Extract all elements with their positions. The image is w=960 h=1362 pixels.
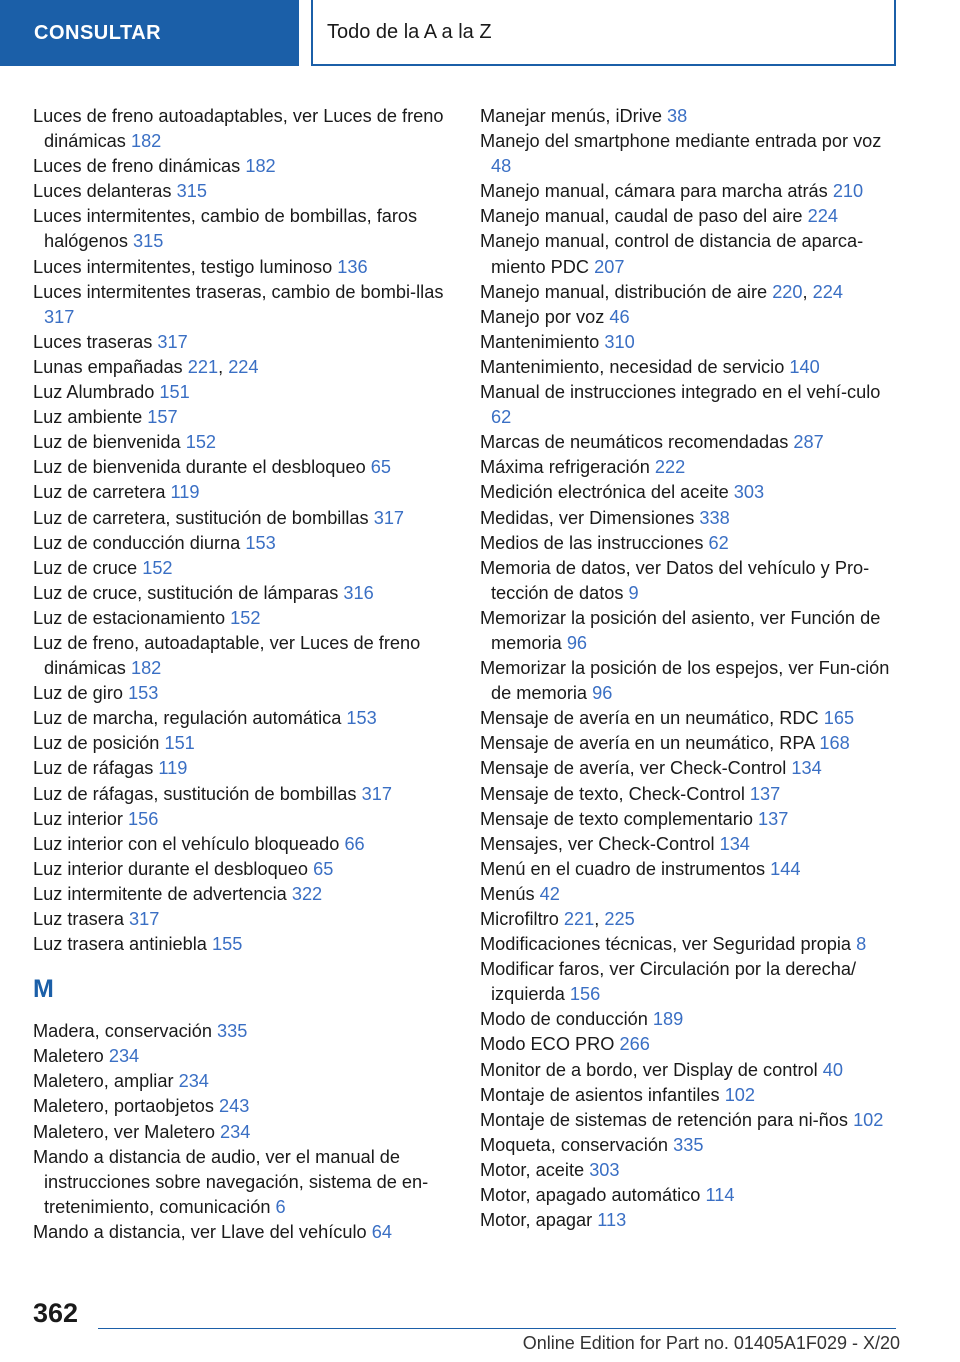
index-entry-term: Máxima refrigeración [480,457,650,478]
index-entry [480,204,900,229]
index-entry-term: Manejo del smartphone mediante entrada por voz [480,131,882,152]
index-entry [480,782,900,807]
index-entry-term: Luz de bienvenida durante el desbloqueo [33,457,366,478]
page-number: 362 [33,1298,79,1328]
index-entry [480,1208,900,1233]
page-reference-link[interactable]: 153 [346,708,377,729]
index-entry-term: Mensaje de avería, ver Check-Control [480,758,787,779]
index-entry [33,681,453,706]
page-reference-link[interactable]: 96 [566,632,588,653]
page-reference-link[interactable]: 220 [772,281,803,302]
page-reference-link[interactable]: 322 [291,883,323,904]
section-tab[interactable] [0,0,299,66]
page-reference-link[interactable]: 335 [673,1134,704,1155]
index-entry-term: Luces intermitentes, testigo luminoso [33,256,333,277]
index-entry-term: Menú en el cuadro de instrumentos [480,858,766,879]
index-entry-term: Luz ambiente [33,407,143,428]
page-reference-link[interactable]: 62 [708,532,729,553]
page-reference-link[interactable]: 156 [128,808,159,829]
index-entry-term: Mensaje de texto, Check-Control [480,783,745,804]
chapter-title [311,0,896,66]
index-entry [33,330,453,355]
index-entry [33,907,453,932]
index-entry-term: Luz de conducción diurna [33,532,241,553]
index-entry-term: Modo de conducción [480,1009,648,1030]
index-entry-term: Luz de ráfagas, sustitución de bombillas [33,783,357,804]
index-entry-term: Montaje de sistemas de retención para ni-ños [480,1109,848,1130]
index-entry-term: Manejo manual, cámara para marcha atrás [480,181,828,202]
page-reference-link[interactable]: 65 [370,457,391,478]
index-entry-term: Medios de las instrucciones [480,532,704,553]
index-entry [480,480,900,505]
page-reference-link[interactable]: 134 [719,833,750,854]
index-entry [480,706,900,731]
page-reference-link[interactable]: 152 [185,432,217,453]
index-entry-term: Luz de carretera, sustitución de bombillas [33,507,369,528]
page-reference-link[interactable]: 42 [539,883,560,904]
page-reference-link[interactable]: 64 [371,1221,392,1242]
index-entry [480,857,900,882]
index-entry-term: Luces de freno dinámicas [33,156,241,177]
index-entry-term: Luz de freno, autoadaptable, ver Luces de freno dinámicas [33,632,421,679]
index-entry-term: Luz de cruce [33,557,138,578]
index-entry-term: Luz de carretera [33,482,166,503]
index-entry [480,807,900,832]
index-entry [33,455,453,480]
index-entry-term: Medición electrónica del aceite [480,482,729,503]
index-entry [33,204,453,254]
index-entry-term: Luz Alumbrado [33,382,155,403]
index-entry-term: Microfiltro [480,909,559,929]
index-entry-term: Mando a distancia de audio, ver el manual de instrucciones sobre navegación, sistema de en-tretenimiento, comunicación [33,1146,429,1217]
page-reference-link[interactable]: 224 [812,281,844,302]
chapter-title-text: Todo de la A a la Z [327,20,492,43]
page-reference-link[interactable]: 182 [245,156,276,177]
index-entry-term: Mensaje de avería en un neumático, RDC [480,708,819,729]
page-reference-link[interactable]: 221 [187,356,219,377]
index-entry [480,179,900,204]
index-entry-term: Luz interior [33,808,123,829]
index-entry-term: Marcas de neumáticos recomendadas [480,432,789,453]
page-reference-link[interactable]: 224 [807,206,838,227]
index-entry-term: Lunas empañadas [33,356,183,377]
index-entry [33,606,453,631]
index-entry-term: Luces traseras [33,331,153,352]
page-reference-link[interactable]: 338 [699,507,730,528]
index-entry [33,280,453,330]
page-reference-link[interactable]: 114 [705,1185,735,1206]
page-reference-link[interactable]: 234 [178,1071,209,1092]
index-entry [480,531,900,556]
index-entry [33,731,453,756]
page-reference-link[interactable]: 222 [654,457,686,478]
page-reference-link[interactable]: 234 [108,1046,140,1067]
index-entry [480,731,900,756]
section-letter: M [33,975,54,1004]
index-entry [33,506,453,531]
index-entry-term: Motor, apagado automático [480,1185,701,1206]
page-reference-link[interactable]: 137 [758,808,789,829]
index-entry [33,581,453,606]
index-entry [33,154,453,179]
index-entry [33,1044,453,1069]
page-reference-link[interactable]: 315 [133,231,164,252]
page-reference-link[interactable]: 155 [211,934,243,955]
page-reference-link[interactable]: 6 [275,1196,286,1217]
index-entry-term: Monitor de a bordo, ver Display de control [480,1059,818,1080]
index-entry: Manejo manual, distribución de aire 220, 224 [480,281,844,302]
index-entry [33,857,453,882]
index-entry [480,1007,900,1032]
index-list-m [33,1019,453,1245]
index-entry-term: Mando a distancia, ver Llave del vehículo [33,1221,367,1242]
index-entry [33,1120,453,1145]
index-entry-term: Luces intermitentes traseras, cambio de bombi-llas [33,281,444,302]
index-entry [33,531,453,556]
page-reference-link[interactable]: 38 [667,106,688,126]
index-entry [480,556,900,606]
page-reference-link[interactable]: 303 [733,482,765,503]
index-entry-term: Modificaciones técnicas, ver Seguridad propia [480,934,852,955]
index-entry-term: Luz intermitente de advertencia [33,883,287,904]
index-entry [480,957,900,1007]
page-reference-link[interactable]: 151 [159,382,190,403]
index-entry-term: Luz de marcha, regulación automática [33,708,342,729]
index-list-l [33,104,453,957]
page-reference-link[interactable]: 144 [770,858,801,879]
index-entry [480,305,900,330]
index-entry-term: Luz de giro [33,683,123,704]
page-reference-link[interactable]: 153 [245,532,276,553]
page-reference-link[interactable]: 62 [491,407,512,428]
index-entry [480,355,900,380]
page-reference-link[interactable]: 317 [373,507,405,528]
page-reference-link[interactable]: 224 [228,356,259,377]
page-reference-link[interactable]: 65 [313,858,334,879]
index-entry [33,1019,453,1044]
index-entry [480,832,900,857]
index-entry-term: Memoria de datos, ver Datos del vehículo y Pro-tección de datos [480,557,870,603]
page-reference-link[interactable]: 40 [822,1059,843,1080]
index-entry-term: Luz trasera antiniebla [33,934,207,955]
index-entry [33,1145,453,1220]
page-reference-link[interactable]: 48 [491,156,512,177]
page-reference-link[interactable]: 317 [157,331,188,352]
index-entry-term: Manejo manual, caudal de paso del aire [480,206,803,227]
index-entry-term: Maletero, ampliar [33,1071,174,1092]
page-reference-link[interactable]: 66 [344,833,365,854]
index-entry-term: Luz interior con el vehículo bloqueado [33,833,340,854]
page-reference-link[interactable]: 266 [619,1034,650,1055]
index-entry [33,380,453,405]
index-entry-term: Manejo manual, distribución de aire [480,281,768,302]
index-entry [480,506,900,531]
index-entry [480,882,900,907]
index-entry-term: Moqueta, conservación [480,1134,669,1155]
index-entry-term: Mantenimiento [480,331,600,352]
page-reference-link[interactable]: 96 [592,683,613,704]
index-entry [480,380,900,430]
page-reference-link[interactable]: 119 [170,482,200,503]
index-entry-term: Memorizar la posición del asiento, ver Función de memoria [480,607,881,653]
index-entry [480,1083,900,1108]
index-entry-term: Maletero, portaobjetos [33,1096,214,1117]
index-column-left [33,104,453,1245]
index-entry: Microfiltro 221, 225 [480,909,635,929]
index-entry-term: Luces delanteras [33,181,172,202]
index-entry [480,455,900,480]
page-reference-link[interactable]: 113 [597,1210,627,1231]
index-entry [33,782,453,807]
index-entry-term: Mensajes, ver Check-Control [480,833,715,854]
index-entry-term: Montaje de asientos infantiles [480,1084,720,1105]
index-entry [480,330,900,355]
page-reference-link[interactable]: 316 [343,582,374,603]
page-reference-link[interactable]: 151 [164,733,195,754]
index-entry [480,656,900,706]
page-reference-link[interactable]: 317 [44,306,75,327]
index-entry-term: Manejo por voz [480,306,605,327]
page-reference-link[interactable]: 189 [652,1009,684,1030]
index-entry [33,104,453,154]
page-reference-link[interactable]: 140 [789,356,820,377]
index-entry [480,1133,900,1158]
index-entry-term: Luz trasera [33,909,124,929]
page-reference-link[interactable]: 153 [128,683,159,704]
index-entry-term: Manejar menús, iDrive [480,106,662,126]
index-entry [33,706,453,731]
page-reference-link[interactable]: 335 [217,1021,248,1042]
index-entry [480,1108,900,1133]
index-entry-term: Mantenimiento, necesidad de servicio [480,356,785,377]
page-reference-link[interactable]: 317 [361,783,392,804]
index-entry [480,606,900,656]
index-entry-term: Luz de cruce, sustitución de lámparas [33,582,339,603]
index-entry-term: Medidas, ver Dimensiones [480,507,695,528]
page-reference-link[interactable]: 8 [856,934,867,955]
page-reference-link[interactable]: 46 [609,306,630,327]
page-reference-link[interactable]: 102 [724,1084,756,1105]
index-entry-term: Luz interior durante el desbloqueo [33,858,309,879]
index-entry-term: Mensaje de texto complementario [480,808,753,829]
index-entry-term: Menús [480,883,535,904]
page-reference-link[interactable]: 182 [130,658,162,679]
index-entry-term: Luz de posición [33,733,160,754]
index-entry-term: Luz de bienvenida [33,432,181,453]
index-entry [480,430,900,455]
section-tab-label: CONSULTAR [34,21,162,44]
index-entry-term: Maletero, ver Maletero [33,1121,215,1142]
index-entry [480,229,900,279]
page-reference-link[interactable]: 182 [130,131,162,152]
page-reference-link[interactable]: 136 [337,256,368,277]
index-entry-term: Memorizar la posición de los espejos, ver Fun-ción de memoria [480,658,890,704]
index-entry-term: Madera, conservación [33,1021,212,1042]
page-reference-link[interactable]: 156 [569,984,601,1005]
index-entry [33,255,453,280]
index-entry-term: Luces intermitentes, cambio de bombillas, faros halógenos [33,206,418,252]
page-reference-link[interactable]: 157 [147,407,178,428]
page-reference-link[interactable]: 165 [823,708,855,729]
index-entry-term: Manual de instrucciones integrado en el vehí-culo [480,382,881,403]
page-reference-link[interactable]: 134 [791,758,822,779]
footer-divider [98,1328,896,1329]
index-entry-term: Maletero [33,1046,104,1067]
index-entry [33,1094,453,1119]
index-entry [33,405,453,430]
index-entry-term: Luces de freno autoadaptables, ver Luces de freno dinámicas [33,106,444,152]
page-reference-link[interactable]: 102 [853,1109,884,1130]
page-reference-link[interactable]: 137 [749,783,781,804]
index-entry [33,631,453,681]
page-reference-link[interactable]: 221 [563,909,595,929]
index-entry [33,882,453,907]
index-entry [480,1058,900,1083]
page-reference-link[interactable]: 243 [219,1096,250,1117]
index-entry [480,1183,900,1208]
page-reference-link[interactable]: 287 [793,432,824,453]
index-entry [480,104,900,129]
index-entry-term: Manejo manual, control de distancia de aparca-miento PDC [480,231,864,277]
index-entry-term: Modo ECO PRO [480,1034,615,1055]
index-entry [33,430,453,455]
index-entry [480,1158,900,1183]
page-reference-link[interactable]: 317 [129,909,160,929]
index-entry [33,179,453,204]
page-reference-link[interactable]: 315 [176,181,207,202]
index-entry [480,932,900,957]
index-entry-term: Modificar faros, ver Circulación por la derecha/ izquierda [480,959,857,1005]
page-reference-link[interactable]: 207 [594,256,625,277]
index-entry: Lunas empañadas 221, 224 [33,356,259,377]
index-entry [33,932,453,957]
page-reference-link[interactable]: 9 [628,582,639,603]
footer-edition: Online Edition for Part no. 01405A1F029 - X/20 [522,1333,900,1353]
index-entry [33,1069,453,1094]
index-entry [33,807,453,832]
index-entry [33,1220,453,1245]
index-entry [480,756,900,781]
index-column-right [480,104,900,1233]
page-reference-link[interactable]: 225 [604,909,635,929]
page-reference-link[interactable]: 303 [589,1159,620,1180]
index-entry [480,1032,900,1057]
index-entry [480,129,900,179]
index-entry-term: Motor, aceite [480,1159,585,1180]
page-reference-link[interactable]: 152 [142,557,173,578]
page-reference-link[interactable]: 210 [832,181,864,202]
index-entry-term: Motor, apagar [480,1210,593,1231]
page-reference-link[interactable]: 152 [230,607,261,628]
page-reference-link[interactable]: 310 [604,331,635,352]
index-entry [33,480,453,505]
index-list-m-continued [480,104,900,1233]
page-reference-link[interactable]: 168 [819,733,850,754]
page-reference-link[interactable]: 119 [158,758,188,779]
index-entry-term: Mensaje de avería en un neumático, RPA [480,733,815,754]
index-entry [33,556,453,581]
index-entry-term: Luz de ráfagas [33,758,154,779]
index-entry-term: Luz de estacionamiento [33,607,226,628]
page-reference-link[interactable]: 234 [220,1121,251,1142]
index-entry [33,832,453,857]
index-entry [33,756,453,781]
